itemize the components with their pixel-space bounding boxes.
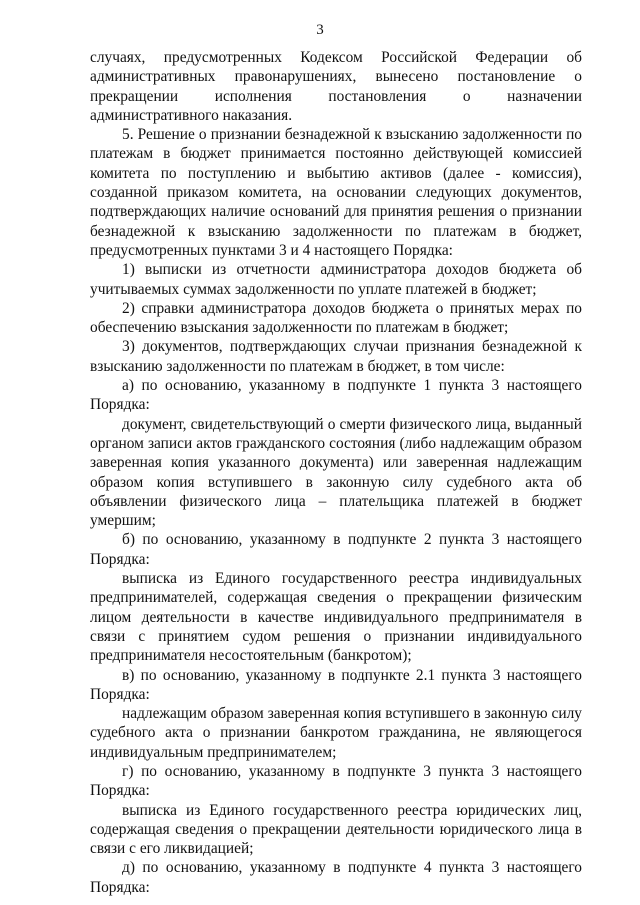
paragraph-basis-v: в) по основанию, указанному в подпункте 2.1 пункта 3 настоящего Порядка: [90, 666, 582, 703]
paragraph-document-g: выписка из Единого государственного реестра юридических лиц, содержащая сведения о прекращении деятельности юридического лица в связи с его ликвидацией; [90, 801, 582, 858]
paragraph-basis-g: г) по основанию, указанному в подпункте 3 пункта 3 настоящего Порядка: [90, 762, 582, 800]
paragraph-subitem-1: 1) выписки из отчетности администратора доходов бюджета об учитываемых суммах задолженности по уплате платежей в бюджет; [90, 261, 582, 298]
paragraph-basis-d: д) по основанию, указанному в подпункте 4 пункта 3 настоящего Порядка: [90, 859, 582, 896]
paragraph-item-5: 5. Решение о признании безнадежной к взысканию задолженности по платежам в бюджет принимается постоянно действующей комиссией комитета по поступлению и выбытию активов (далее - комиссия), созданной приказом комитета, на основании следующих документов, подтверждающих наличие оснований для принятия решения о признании безнадежной к взысканию задолженности по платежам в бюджет, предусмотренных пунктами 3 и 4 настоящего Порядка: [90, 126, 582, 259]
paragraph-subitem-2: 2) справки администратора доходов бюджета о принятых мерах по обеспечению взыскания задолженности по платежам в бюджет; [90, 299, 582, 337]
paragraph-basis-a: а) по основанию, указанному в подпункте 1 пункта 3 настоящего Порядка: [90, 377, 582, 414]
paragraph-document-b: выписка из Единого государственного реестра индивидуальных предпринимателей, содержащая сведения о прекращении физическим лицом деятельности в качестве индивидуального предпринимателя в связи с принятием судом решения о признании индивидуального предпринимателя несостоятельным (банкротом); [90, 570, 582, 665]
paragraph-document-a: документ, свидетельствующий о смерти физического лица, выданный органом записи актов гражданского состояния (либо надлежащим образом заверенная копия указанного документа) или заверенная надлежащим образом копия вступившего в законную силу судебного акта об объявлении физического лица – плательщика платежей в бюджет умершим; [90, 415, 582, 530]
paragraph-subitem-3: 3) документов, подтверждающих случаи признания безнадежной к взысканию задолженности по платежам в бюджет, в том числе: [90, 338, 582, 375]
paragraph-basis-b: б) по основанию, указанному в подпункте 2 пункта 3 настоящего Порядка: [90, 531, 582, 568]
paragraph-cases-continuation: случаях, предусмотренных Кодексом Российской Федерации об административных правонарушениях, вынесено постановление о прекращении исполнения постановления о назначении административного наказания. [90, 49, 582, 124]
document-body [90, 48, 582, 897]
page-number: 3 [316, 22, 324, 38]
paragraph-document-v: надлежащим образом заверенная копия вступившего в законную силу судебного акта о признании банкротом гражданина, не являющегося индивидуальным предпринимателем; [90, 705, 582, 761]
